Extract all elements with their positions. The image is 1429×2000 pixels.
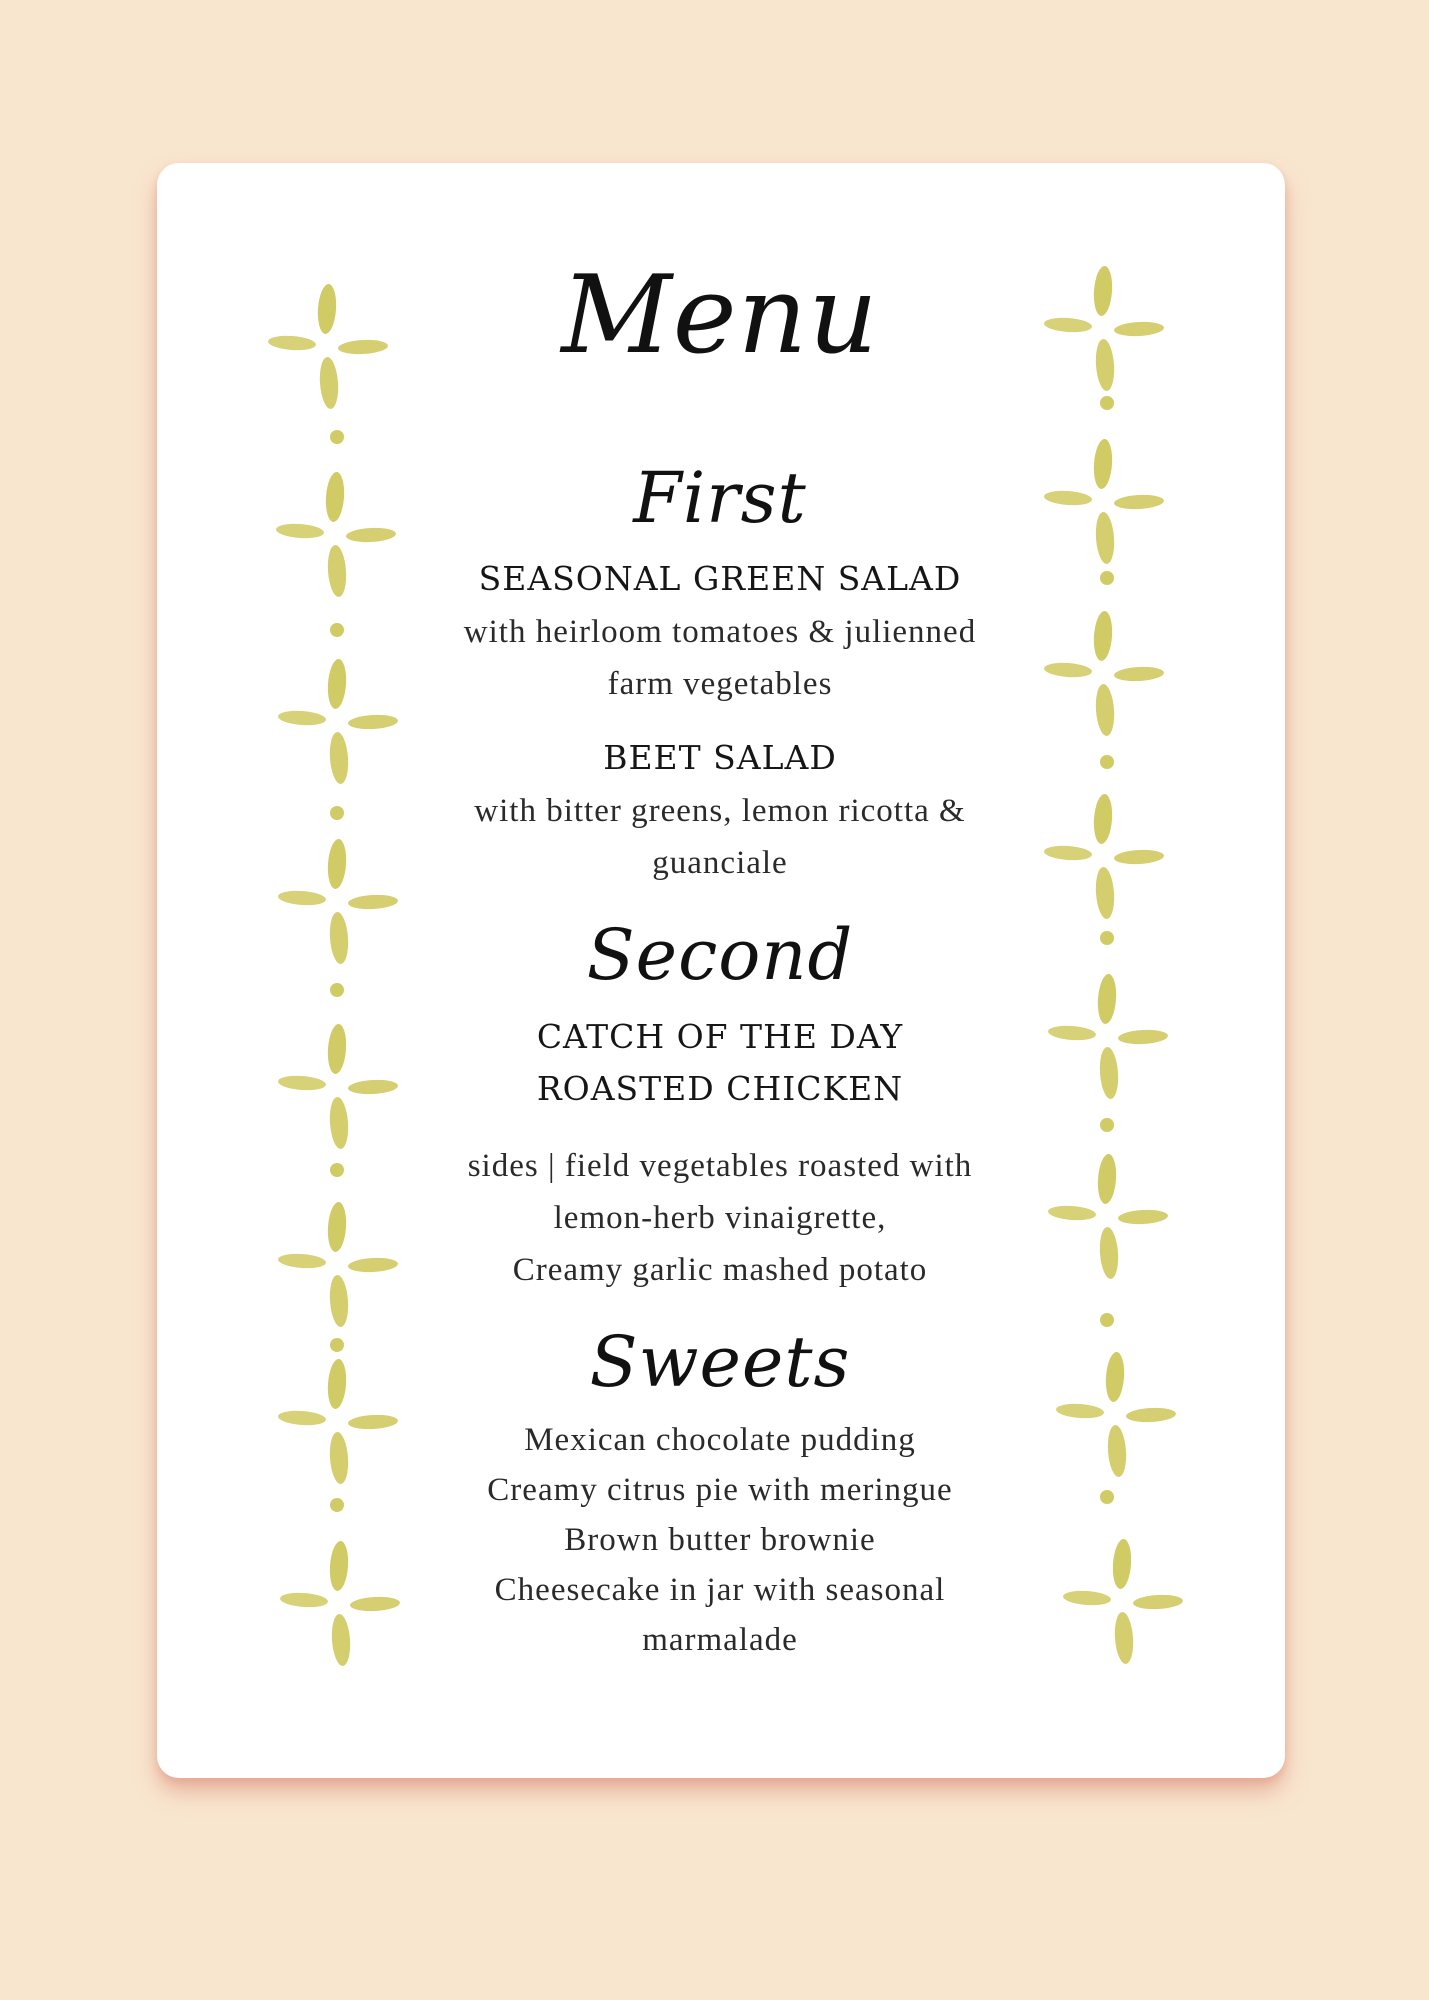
dish-name: BEET SALAD [603,738,837,777]
sweet-item: marmalade [642,1622,798,1658]
dish-name: CATCH OF THE DAY [536,1017,904,1056]
leaf-shape [278,889,327,906]
sweet-item: Creamy citrus pie with meringue [487,1472,953,1508]
sides-description [340,1140,1100,1296]
section-heading-second: Second [586,914,854,996]
description-line: sides | field vegetables roasted with [467,1148,973,1184]
description-line: with bitter greens, lemon ricotta & [474,793,966,829]
sweet-item: Mexican chocolate pudding [524,1422,916,1458]
leaf-shape [1114,849,1165,866]
description-line: farm vegetables [607,666,833,702]
leaf-shape [348,894,399,911]
leaf-shape [1133,1594,1184,1611]
dish-description [340,606,1100,710]
leaf-shape [278,1409,327,1426]
section-heading-sweets: Sweets [589,1321,851,1403]
leaf-shape [1111,1538,1132,1589]
sweet-item: Cheesecake in jar with seasonal [494,1572,946,1608]
leaf-dot [1100,1118,1114,1132]
dish-name: ROASTED CHICKEN [536,1069,904,1108]
leaf-dot [330,430,344,444]
sweet-item: Brown butter brownie [564,1522,876,1558]
leaf-shape [1114,666,1165,683]
leaf-shape [348,714,399,731]
leaf-shape [280,1591,329,1608]
dish-name: SEASONAL GREEN SALAD [478,559,962,598]
menu-title: Menu [561,253,879,378]
leaf-shape [1126,1407,1177,1424]
dish-description [340,785,1100,889]
leaf-shape [278,709,327,726]
leaf-dot [1100,1490,1114,1504]
leaf-shape [1113,1611,1135,1664]
leaf-shape [278,1252,327,1269]
section-heading-first: First [633,457,807,539]
description-line: guanciale [652,845,788,881]
description-line: Creamy garlic mashed potato [512,1252,928,1288]
sweets-list [340,1415,1100,1665]
leaf-shape [1098,1226,1120,1279]
leaf-shape [1118,1209,1169,1226]
description-line: with heirloom tomatoes & julienned [463,614,977,650]
description-line: lemon-herb vinaigrette, [553,1200,887,1236]
leaf-dot [1100,396,1114,410]
leaf-shape [1106,1424,1128,1477]
